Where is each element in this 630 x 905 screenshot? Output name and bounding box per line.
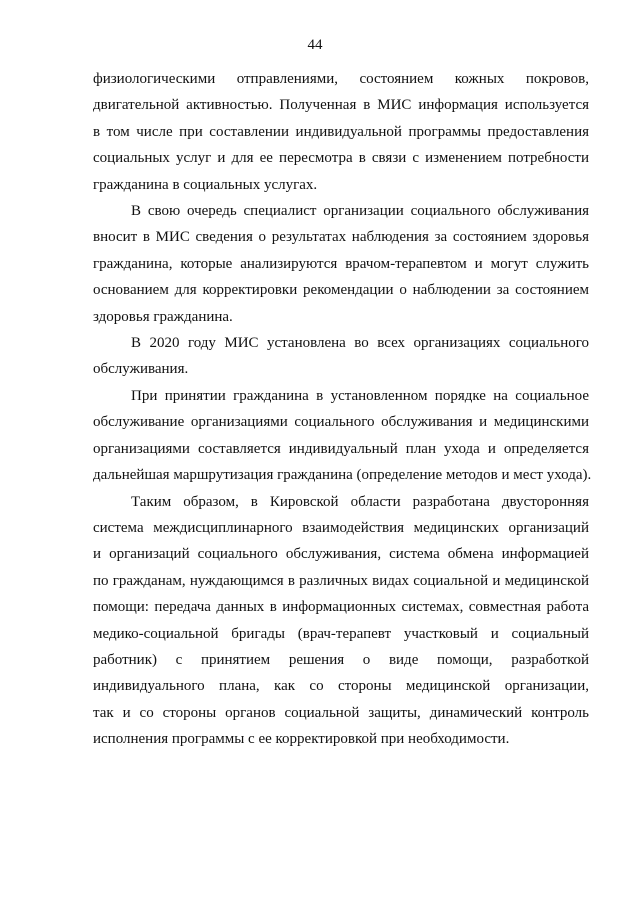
text-line: В 2020 году МИС установлена во всех организациях социального — [131, 335, 589, 352]
text-line: организациями составляется индивидуальный план ухода и определяется — [93, 440, 589, 457]
text-line: гражданина в социальных услугах. — [93, 176, 318, 193]
text-line: физиологическими отправлениями, состоянием кожных покровов, — [93, 71, 589, 87]
text-line: в том числе при составлении индивидуальной программы предоставления — [93, 123, 589, 140]
body-text — [93, 66, 592, 753]
text-line: При принятии гражданина в установленном порядке на социальное — [131, 387, 589, 404]
text-line: В свою очередь специалист организации социального обслуживания — [131, 203, 589, 220]
text-line: обслуживание организациями социального обслуживания и медицинскими — [93, 414, 589, 431]
text-line: основанием для корректировки рекомендации о наблюдении за состоянием — [93, 282, 589, 299]
text-line: и организаций социального обслуживания, система обмена информацией — [93, 546, 589, 563]
text-line: социальных услуг и для ее пересмотра в связи с изменением потребности — [93, 150, 589, 167]
page-number: 44 — [307, 37, 323, 53]
text-line: обслуживания. — [93, 361, 189, 378]
text-line: дальнейшая маршрутизация гражданина (определение методов и мест ухода). — [93, 467, 592, 484]
text-line: двигательной активностью. Полученная в МИС информация используется — [93, 97, 589, 114]
text-line: вносит в МИС сведения о результатах наблюдения за состоянием здоровья — [93, 229, 589, 246]
text-line: индивидуального плана, как со стороны медицинской организации, — [93, 678, 589, 695]
text-line: здоровья гражданина. — [93, 308, 233, 325]
text-line: помощи: передача данных в информационных системах, совместная работа — [93, 599, 589, 616]
text-line: работник) с принятием решения о виде помощи, разработкой — [93, 651, 589, 668]
text-line: система междисциплинарного взаимодействия медицинских организаций — [93, 519, 589, 536]
text-line: медико-социальной бригады (врач-терапевт участковый и социальный — [93, 625, 589, 642]
text-line: по гражданам, нуждающимся в различных видах социальной и медицинской — [93, 572, 589, 589]
text-line: гражданина, которые анализируются врачом-терапевтом и могут служить — [93, 255, 589, 272]
text-line: так и со стороны органов социальной защиты, динамический контроль — [93, 704, 589, 721]
text-line: исполнения программы с ее корректировкой при необходимости. — [93, 731, 510, 748]
text-line: Таким образом, в Кировской области разработана двусторонняя — [131, 493, 589, 510]
